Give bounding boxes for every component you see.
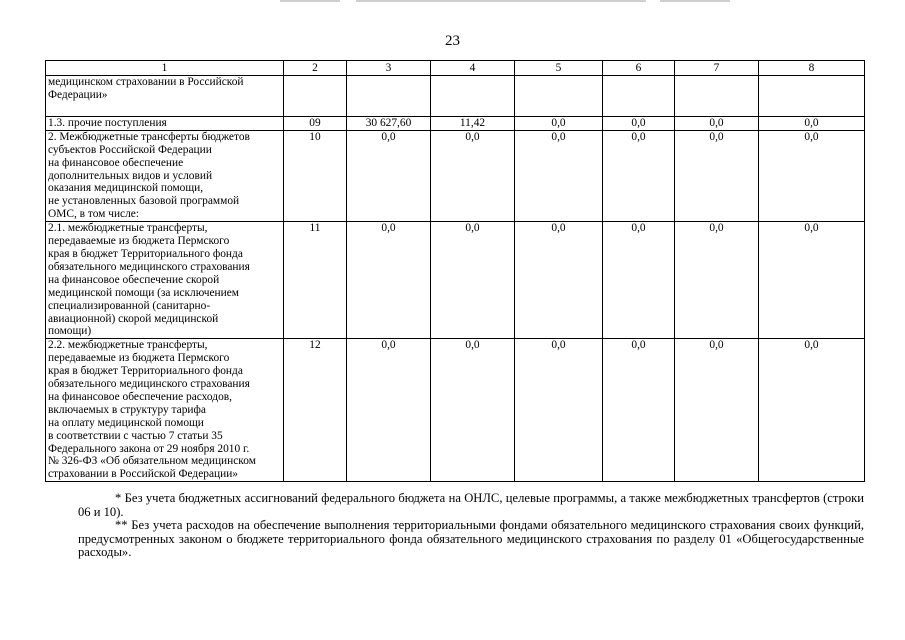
value-cell: 0,0 [675,130,759,221]
row-name-line: включаемых в структуру тарифа [48,403,206,416]
row-name-line: № 326-ФЗ «Об обязательном медицинском [48,455,256,468]
row-code-cell: 09 [284,116,347,130]
row-code-cell [284,75,347,116]
footnotes [78,492,864,560]
value-cell: 0,0 [431,130,515,221]
value-cell: 0,0 [347,130,431,221]
row-name-line: ОМС, в том числе: [48,208,140,221]
row-name-line: оказания медицинской помощи, [48,182,204,195]
value-cell: 30 627,60 [347,116,431,130]
row-code-cell: 11 [284,222,347,339]
footnote-text: ** Без учета расходов на обеспечение выполнения территориальными фондами обязательного медицинского страхования своих функций, предусмотренных законом о бюджете территориального фонда обязательного медицинского страхования по разделу 01 «Общегосударственные расходы». [78,518,864,560]
row-name-line: на финансовое обеспечение скорой [48,273,220,286]
column-header: 7 [675,61,759,76]
row-name-line: на финансовое обеспечение расходов, [48,390,232,403]
column-header: 6 [603,61,675,76]
page-number: 23 [445,33,460,49]
value-cell: 0,0 [675,116,759,130]
row-name-cell [46,75,284,116]
table-row [46,339,865,482]
row-name-line: помощи) [48,325,92,338]
value-cell: 0,0 [347,222,431,339]
footnote [78,492,864,519]
row-name-line: Федерации» [48,88,108,101]
value-cell: 0,0 [603,222,675,339]
value-cell: 11,42 [431,116,515,130]
value-cell: 0,0 [759,116,865,130]
value-cell: 0,0 [759,222,865,339]
row-name-line: в соответствии с частью 7 статьи 35 [48,429,223,442]
value-cell: 0,0 [603,116,675,130]
value-cell [675,75,759,116]
row-name-line: специализированной (санитарно- [48,299,211,312]
row-name-line: края в бюджет Территориального фонда [48,365,243,378]
value-cell: 0,0 [515,222,603,339]
value-cell: 0,0 [431,339,515,482]
row-name-line: Федерального закона от 29 ноября 2010 г. [48,442,250,455]
row-name-line: на финансовое обеспечение [48,156,184,169]
table-row [46,130,865,221]
value-cell: 0,0 [515,116,603,130]
row-name-line: обязательного медицинского страхования [48,378,250,391]
footnote-text: * Без учета бюджетных ассигнований федерального бюджета на ОНЛС, целевые программы, а также межбюджетных трансфертов (строки 06 и 10). [78,491,864,519]
value-cell [603,75,675,116]
row-name-cell [46,130,284,221]
column-header: 8 [759,61,865,76]
table-row [46,222,865,339]
table-row [46,75,865,116]
row-code-cell: 10 [284,130,347,221]
row-code-cell: 12 [284,339,347,482]
value-cell: 0,0 [603,339,675,482]
row-name-line: 2. Межбюджетные трансферты бюджетов [48,130,250,143]
value-cell: 0,0 [603,130,675,221]
row-name-line: авиационной) скорой медицинской [48,312,219,325]
row-name-line: передаваемые из бюджета Пермского [48,352,230,365]
row-name-line: обязательного медицинского страхования [48,260,250,273]
value-cell [431,75,515,116]
row-name-line: медицинском страховании в Российской [48,75,244,88]
row-name-line: передаваемые из бюджета Пермского [48,235,230,248]
column-header: 5 [515,61,603,76]
row-name-line: медицинской помощи (за исключением [48,286,240,299]
value-cell: 0,0 [675,339,759,482]
column-header: 1 [46,61,284,76]
value-cell [515,75,603,116]
row-name-line: страховании в Российской Федерации» [48,468,238,481]
table-body [46,75,865,481]
row-name-line: края в бюджет Территориального фонда [48,247,243,260]
row-name-line: 2.1. межбюджетные трансферты, [48,222,208,235]
row-name-line: дополнительных видов и условий [48,169,213,182]
row-name-line: 1.3. прочие поступления [48,116,167,129]
top-edge-line [280,0,340,2]
row-name-line: не установленных базовой программой [48,195,240,208]
row-name-line: на оплату медицинской помощи [48,416,204,429]
value-cell: 0,0 [759,130,865,221]
row-name-line: 2.2. межбюджетные трансферты, [48,339,208,352]
value-cell: 0,0 [759,339,865,482]
column-header: 3 [347,61,431,76]
budget-table [45,60,865,482]
row-name-cell [46,116,284,130]
value-cell [347,75,431,116]
value-cell: 0,0 [675,222,759,339]
row-name-cell [46,222,284,339]
footnote [78,519,864,560]
value-cell: 0,0 [431,222,515,339]
value-cell: 0,0 [347,339,431,482]
value-cell [759,75,865,116]
row-name-line: субъектов Российской Федерации [48,143,212,156]
top-edge-line [660,0,730,2]
top-edge-line [356,0,646,2]
column-header: 4 [431,61,515,76]
value-cell: 0,0 [515,130,603,221]
header-row [46,61,865,76]
table-row [46,116,865,130]
value-cell: 0,0 [515,339,603,482]
row-name-cell [46,339,284,482]
column-header: 2 [284,61,347,76]
